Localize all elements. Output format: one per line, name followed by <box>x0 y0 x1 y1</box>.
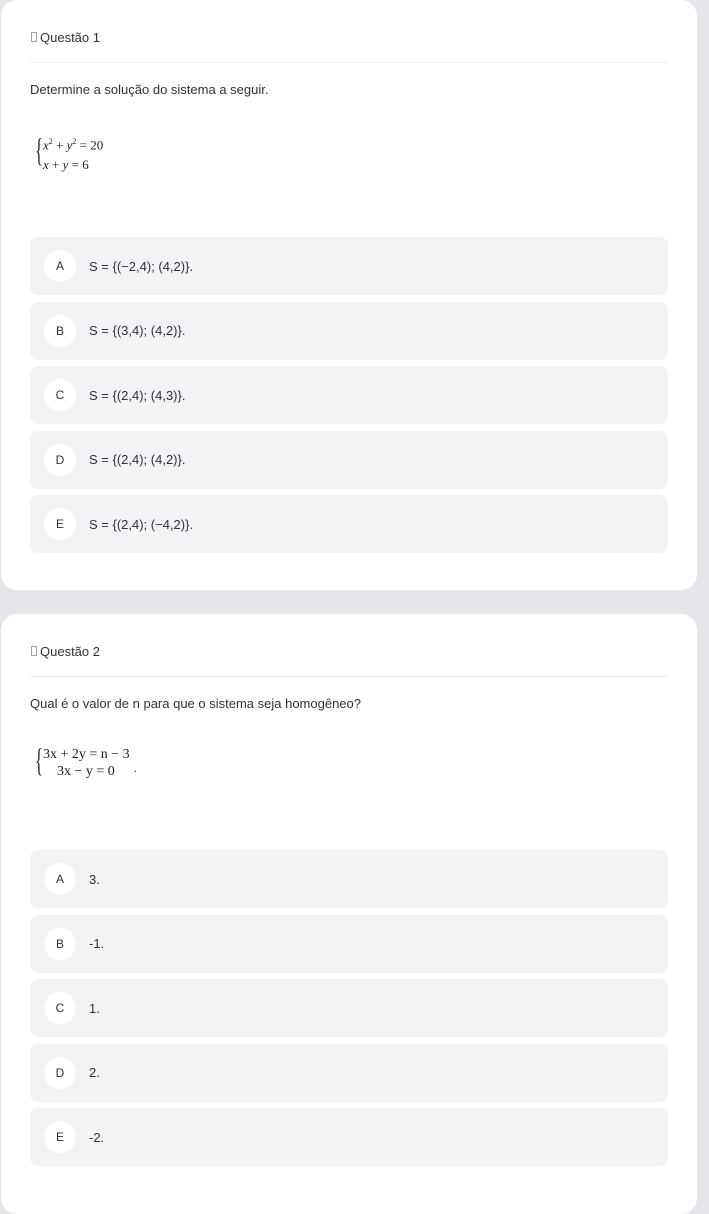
option-text: -1. <box>89 936 105 952</box>
equation-tail: . <box>133 760 137 775</box>
option-d[interactable] <box>30 1044 668 1102</box>
equation-line-1: $x^2 + y^2 = 20$ <box>43 137 104 153</box>
options-list <box>30 850 668 1173</box>
question-card-2 <box>1 614 697 1214</box>
question-title: Questão 2 <box>40 644 100 659</box>
option-letter: D <box>44 1057 76 1089</box>
option-text: 1. <box>89 1000 100 1016</box>
question-statement: Determine a solução do sistema a seguir. <box>30 82 269 97</box>
option-letter: B <box>44 315 76 347</box>
option-text: S = {(2,4); (4,2)}. <box>89 452 186 468</box>
option-c[interactable] <box>30 366 668 424</box>
option-text: S = {(−2,4); (4,2)}. <box>89 258 194 274</box>
option-b[interactable] <box>30 302 668 360</box>
option-text: -2. <box>89 1129 105 1145</box>
question-title: Questão 1 <box>40 30 100 45</box>
equation-line-2: x + y = 6 <box>43 157 89 173</box>
option-text: S = {(3,4); (4,2)}. <box>89 323 186 339</box>
option-letter: A <box>44 250 76 282</box>
missing-glyph-icon <box>31 646 37 656</box>
missing-glyph-icon <box>31 32 37 42</box>
option-letter: C <box>44 992 76 1024</box>
brace-symbol: { <box>35 133 43 170</box>
option-text: S = {(2,4); (4,3)}. <box>89 387 186 403</box>
option-letter: E <box>44 1121 76 1153</box>
option-text: 2. <box>89 1065 100 1081</box>
option-text: 3. <box>89 871 100 887</box>
question-statement: Qual é o valor de n para que o sistema seja homogêneo? <box>30 696 361 711</box>
question-header <box>30 30 668 63</box>
option-letter: D <box>44 444 76 476</box>
brace-symbol: { <box>35 742 43 779</box>
equation-system <box>35 742 137 780</box>
option-e[interactable] <box>30 1108 668 1166</box>
option-d[interactable] <box>30 431 668 489</box>
option-a[interactable] <box>30 850 668 908</box>
option-a[interactable] <box>30 237 668 295</box>
equation-system <box>35 132 103 175</box>
option-e[interactable] <box>30 495 668 553</box>
option-letter: B <box>44 928 76 960</box>
equation-line-2: 3x − y = 0 <box>57 764 115 779</box>
question-header <box>30 644 668 677</box>
equation-line-1: 3x + 2y = n − 3 <box>43 747 130 762</box>
option-text: S = {(2,4); (−4,2)}. <box>89 516 194 532</box>
option-c[interactable] <box>30 979 668 1037</box>
option-b[interactable] <box>30 915 668 973</box>
question-card-1 <box>1 0 697 590</box>
option-letter: C <box>44 379 76 411</box>
option-letter: E <box>44 508 76 540</box>
option-letter: A <box>44 863 76 895</box>
options-list <box>30 237 668 560</box>
